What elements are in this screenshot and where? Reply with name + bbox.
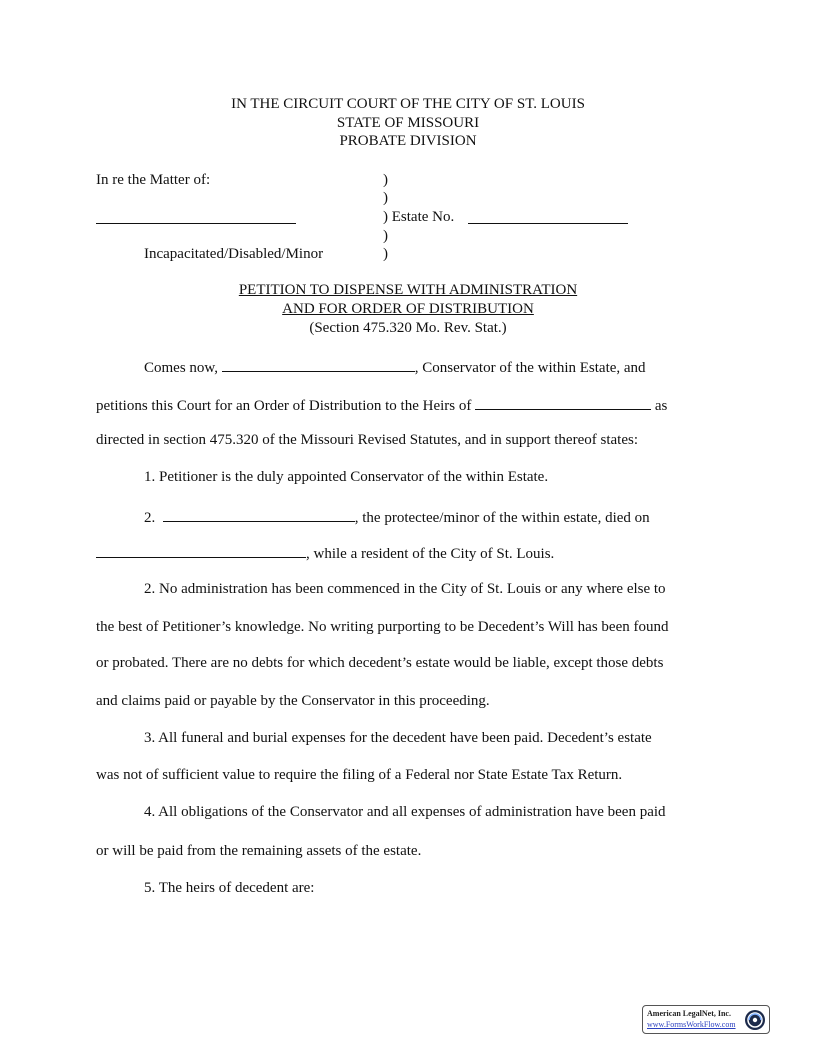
item-2b-line2: the best of Petitioner’s knowledge. No writing purporting to be Decedent’s Will has been found bbox=[96, 619, 669, 635]
item-3-line1: 3. All funeral and burial expenses for the decedent have been paid. Decedent’s estate bbox=[144, 730, 652, 746]
item-2-line1: 2. , the protectee/minor of the within estate, died on bbox=[144, 507, 650, 527]
item-2b-line3: or probated. There are no debts for which decedent’s estate would be liable, except those debts bbox=[96, 655, 664, 671]
party-name-field[interactable] bbox=[96, 209, 296, 229]
court-heading-line1: IN THE CIRCUIT COURT OF THE CITY OF ST. LOUIS bbox=[231, 96, 585, 112]
petition-title-line1: PETITION TO DISPENSE WITH ADMINISTRATION bbox=[238, 282, 578, 298]
petition-title-line2: AND FOR ORDER OF DISTRIBUTION bbox=[282, 301, 534, 317]
paragraph-intro-line2: petitions this Court for an Order of Distribution to the Heirs of as bbox=[96, 395, 667, 415]
paragraph-intro-line1: Comes now, , Conservator of the within Estate, and bbox=[144, 357, 646, 377]
item-4-line1: 4. All obligations of the Conservator and all expenses of administration have been paid bbox=[144, 804, 666, 820]
caption-paren-2: ) bbox=[383, 190, 388, 206]
item-2b-line1: 2. No administration has been commenced in the City of St. Louis or any where else to bbox=[144, 581, 666, 597]
caption-paren-3: ) bbox=[383, 228, 388, 244]
footer-badge[interactable] bbox=[642, 1005, 770, 1034]
item-2b-line4: and claims paid or payable by the Conservator in this proceeding. bbox=[96, 693, 490, 709]
heirs-of-name-field[interactable] bbox=[475, 395, 651, 410]
caption-paren-1: ) bbox=[383, 172, 388, 188]
caption-paren-4: ) bbox=[383, 246, 388, 262]
item-2-line2: , while a resident of the City of St. Louis. bbox=[96, 543, 554, 563]
protectee-name-field[interactable] bbox=[163, 507, 355, 522]
item-3-line2: was not of sufficient value to require the filing of a Federal nor State Estate Tax Return. bbox=[96, 767, 623, 783]
matter-label: In re the Matter of: bbox=[96, 172, 211, 188]
footer-company: American LegalNet, Inc. bbox=[647, 1009, 731, 1018]
petition-title-statute: (Section 475.320 Mo. Rev. Stat.) bbox=[309, 320, 507, 336]
estate-number-field[interactable] bbox=[468, 209, 628, 229]
party-type-label: Incapacitated/Disabled/Minor bbox=[144, 246, 324, 262]
court-heading-line3: PROBATE DIVISION bbox=[339, 133, 477, 149]
item-5: 5. The heirs of decedent are: bbox=[144, 880, 315, 896]
conservator-name-field[interactable] bbox=[222, 357, 415, 372]
paragraph-intro-line3: directed in section 475.320 of the Missouri Revised Statutes, and in support thereof states: bbox=[96, 432, 638, 448]
globe-icon bbox=[743, 1008, 767, 1032]
footer-url-link[interactable]: www.FormsWorkFlow.com bbox=[647, 1020, 736, 1029]
estate-number-label: ) Estate No. bbox=[383, 209, 455, 225]
item-1: 1. Petitioner is the duly appointed Conservator of the within Estate. bbox=[144, 469, 549, 485]
court-heading-line2: STATE OF MISSOURI bbox=[336, 115, 480, 131]
date-of-death-field[interactable] bbox=[96, 543, 306, 558]
item-4-line2: or will be paid from the remaining assets of the estate. bbox=[96, 843, 422, 859]
